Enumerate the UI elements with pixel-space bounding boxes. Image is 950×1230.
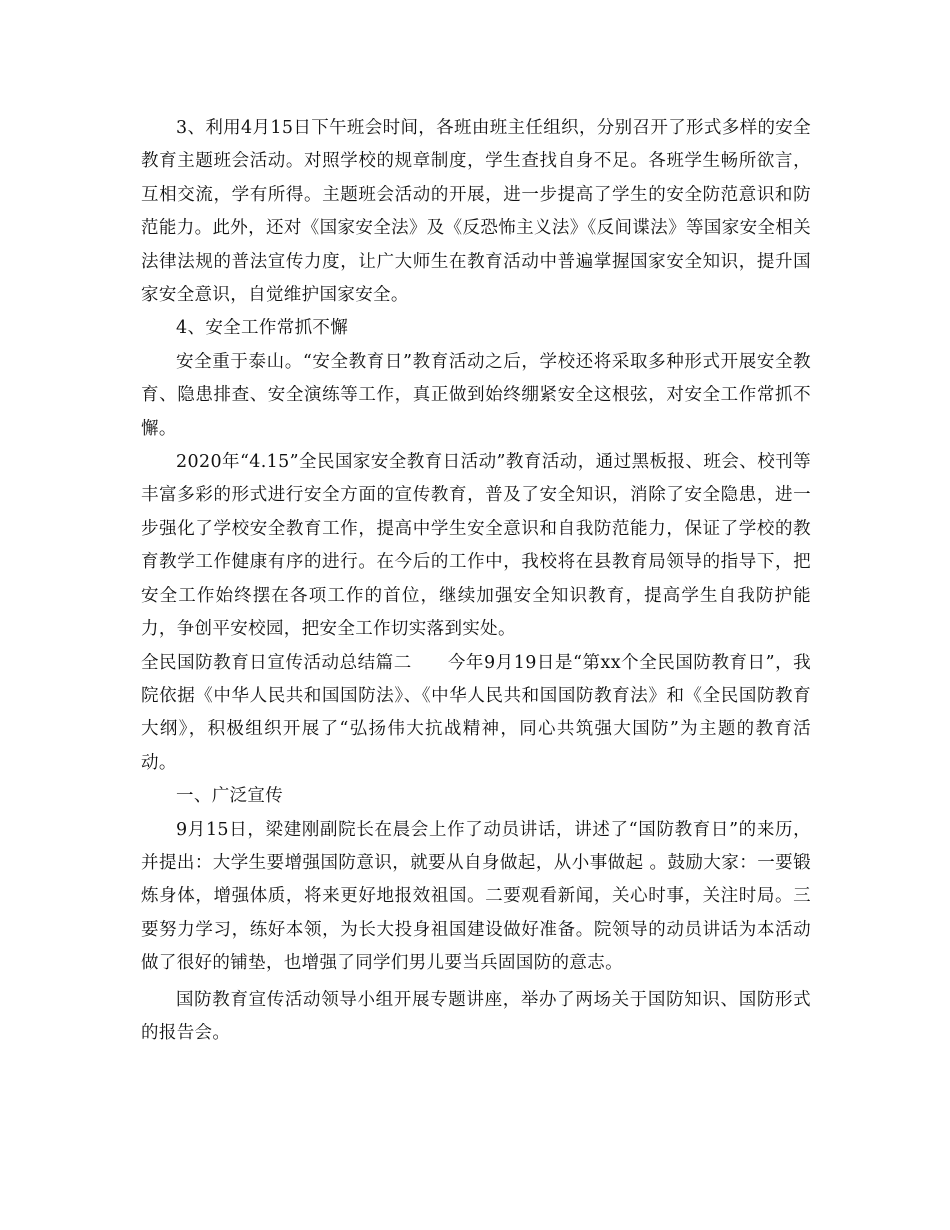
paragraph-lectures: 国防教育宣传活动领导小组开展专题讲座，举办了两场关于国防知识、国防形式的报告会。 <box>141 989 811 1043</box>
paragraph-summary-2020: 2020年“4.15”全民国家安全教育日活动”教育活动，通过黑板报、班会、校刊等丰富多彩的形式进行安全方面的宣传教育，普及了安全知识，消除了安全隐患，进一步强化了学校安全教育工作，提高中学生安全意识和自我防范能力，保证了学校的教育教学工作健康有序的进行。在今后的工作中，我校将在县教育局领导的指导下，把安全工作始终摆在各项工作的首位，继续加强安全知识教育，提高学生自我防护能力，争创平安校园，把安全工作切实落到实处。 <box>141 452 811 640</box>
paragraph-safety-first: 安全重于泰山。“安全教育日”教育活动之后，学校还将采取多种形式开展安全教育、隐患排查、安全演练等工作，真正做到始终绷紧安全这根弦，对安全工作常抓不懈。 <box>141 351 811 439</box>
heading-publicity: 一、广泛宣传 <box>176 786 284 807</box>
paragraph-class-meeting: 3、利用4月15日下午班会时间，各班由班主任组织，分别召开了形式多样的安全教育主题班会活动。对照学校的规章制度，学生查找自身不足。各班学生畅所欲言，互相交流，学有所得。主题班会活动的开展，进一步提高了学生的安全防范意识和防范能力。此外，还对《国家安全法》及《反恐怖主义法》《反间谍法》等国家安全相关法律法规的普法宣传力度，让广大师生在教育活动中普遍掌握国家安全知识，提升国家安全意识，自觉维护国家安全。 <box>141 118 811 306</box>
document-body <box>141 112 811 1050</box>
heading-safety-work: 4、安全工作常抓不懈 <box>176 318 349 339</box>
paragraph-mobilization-speech: 9月15日，梁建刚副院长在晨会上作了动员讲话，讲述了“国防教育日”的来历，并提出：大学生要增强国防意识，就要从自身做起，从小事做起 。鼓励大家：一要锻炼身体，增强体质，将来更好地报效祖国。二要观看新闻，关心时事，关注时局。三要努力学习，练好本领，为长大投身祖国建设做好准备。院领导的动员讲话为本活动做了很好的铺垫，也增强了同学们男儿要当兵固国防的意志。 <box>141 819 811 974</box>
paragraph-part-two-intro: 全民国防教育日宣传活动总结篇二 今年9月19日是“第xx个全民国防教育日”，我院依据《中华人民共和国国防法》、《中华人民共和国国防教育法》和《全民国防教育大纲》，积极组织开展了“弘扬伟大抗战精神，同心共筑强大国防”为主题的教育活动。 <box>141 652 811 773</box>
